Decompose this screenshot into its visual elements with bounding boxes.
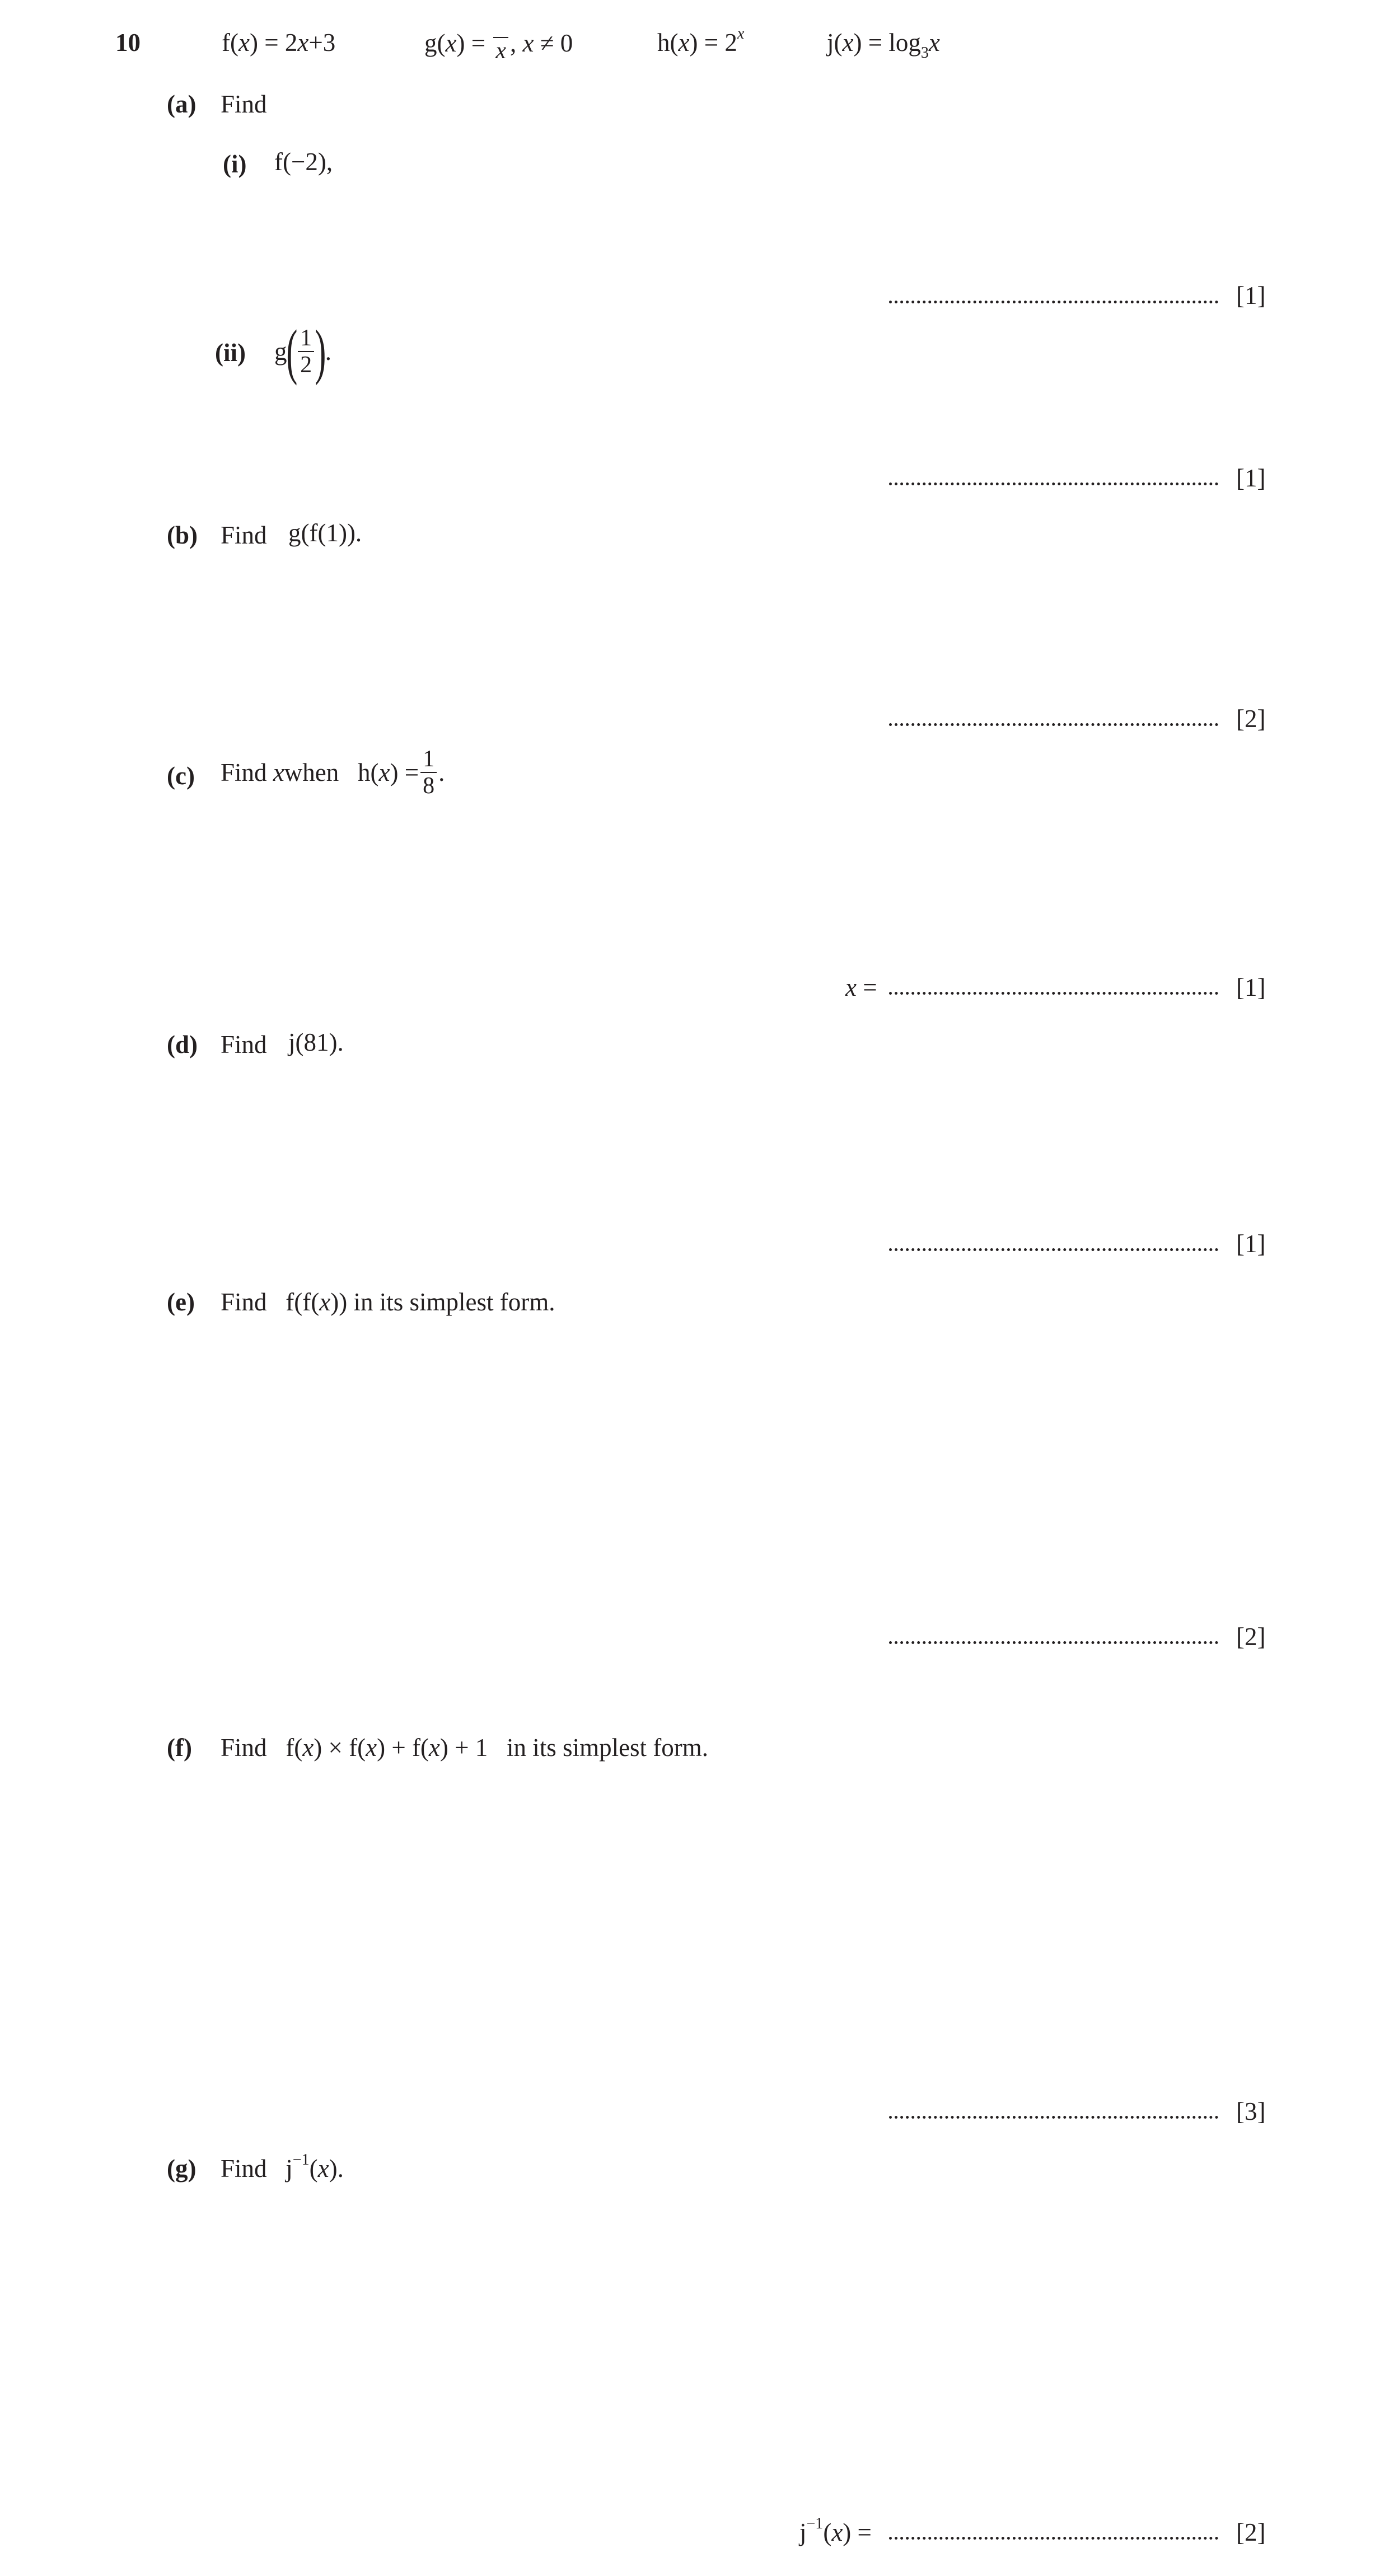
answer-line-e[interactable] bbox=[889, 1641, 1218, 1644]
part-a-ii-open-paren: ( bbox=[286, 317, 297, 386]
part-g-label: (g) bbox=[167, 2155, 197, 2182]
part-c-expr-post: ) = bbox=[390, 758, 419, 786]
marks-a-ii: [1] bbox=[1236, 464, 1266, 492]
part-a-ii-den: 2 bbox=[300, 352, 312, 378]
part-c-line bbox=[221, 739, 445, 806]
answer-line-d[interactable] bbox=[889, 1248, 1218, 1251]
part-f-e2: ) × f( bbox=[314, 1734, 366, 1762]
part-c-answer-prefix bbox=[845, 973, 877, 1002]
part-a-text: Find bbox=[221, 90, 267, 118]
def-j-mid: ) = log bbox=[853, 29, 921, 57]
answer-line-c[interactable] bbox=[889, 992, 1218, 995]
marks-c: [1] bbox=[1236, 973, 1266, 1001]
def-g-frac-den: x bbox=[495, 38, 507, 64]
part-c-label: (c) bbox=[167, 762, 195, 790]
answer-line-a-ii[interactable] bbox=[889, 483, 1218, 485]
def-h-var: x bbox=[678, 29, 690, 57]
part-a-ii-close-paren: ) bbox=[315, 317, 326, 386]
def-g-var: x bbox=[445, 29, 457, 57]
marks-a-i: [1] bbox=[1236, 282, 1266, 310]
part-g-fn: j bbox=[286, 2155, 293, 2182]
def-f-var2: x bbox=[297, 29, 309, 57]
part-c-text: Find bbox=[221, 758, 267, 786]
def-g-tail: , bbox=[510, 29, 523, 57]
part-c-answer-var: x bbox=[845, 973, 857, 1001]
definition-g bbox=[424, 28, 573, 63]
part-c-num: 1 bbox=[420, 747, 437, 773]
part-e-rest: in its simplest form. bbox=[347, 1288, 555, 1316]
answer-line-f[interactable] bbox=[889, 2116, 1218, 2119]
part-f-label: (f) bbox=[167, 1734, 192, 1762]
part-f-rest: in its simplest form. bbox=[507, 1734, 709, 1762]
part-d-text: Find bbox=[221, 1031, 267, 1058]
part-f-text: Find bbox=[221, 1734, 267, 1762]
part-g-var: x bbox=[317, 2155, 329, 2182]
part-a-i-label: (i) bbox=[223, 150, 247, 178]
part-d-expr: j(81). bbox=[288, 1028, 344, 1056]
def-g-cond-var: x bbox=[522, 29, 534, 57]
definition-f bbox=[222, 28, 335, 57]
part-e-expr-var: x bbox=[319, 1288, 331, 1316]
part-a-label: (a) bbox=[167, 90, 197, 118]
def-g-frac-num bbox=[493, 28, 508, 38]
def-h-exp: x bbox=[737, 25, 745, 43]
def-j-base: 3 bbox=[920, 44, 929, 62]
part-a-ii-label: (ii) bbox=[215, 339, 246, 367]
part-f-v1: x bbox=[302, 1734, 314, 1762]
part-e-label: (e) bbox=[167, 1288, 195, 1316]
part-g-line bbox=[221, 2151, 344, 2183]
def-h-mid: ) = 2 bbox=[689, 29, 737, 57]
part-c-answer-eq: = bbox=[856, 973, 877, 1001]
part-c-den: 8 bbox=[423, 773, 435, 799]
part-f-line bbox=[221, 1733, 708, 1762]
marks-b: [2] bbox=[1236, 705, 1266, 733]
part-g-answer-prefix bbox=[799, 2515, 872, 2547]
def-g-lhs: g( bbox=[424, 29, 446, 57]
part-e-text: Find bbox=[221, 1288, 267, 1316]
definition-h bbox=[657, 25, 745, 57]
part-e-expr-post: )) bbox=[330, 1288, 348, 1316]
part-c-when: when bbox=[284, 758, 339, 786]
def-g-fraction bbox=[493, 28, 508, 63]
answer-line-a-i[interactable] bbox=[889, 301, 1218, 303]
part-d-label: (d) bbox=[167, 1031, 198, 1058]
marks-g: [2] bbox=[1236, 2518, 1266, 2546]
def-f-lhs: f( bbox=[222, 29, 238, 57]
answer-line-b[interactable] bbox=[889, 723, 1218, 726]
part-a-ii-end: . bbox=[325, 337, 332, 366]
definition-j bbox=[827, 28, 940, 62]
def-h-lhs: h( bbox=[657, 29, 679, 57]
marks-d: [1] bbox=[1236, 1230, 1266, 1258]
part-g-answer-var: x bbox=[831, 2518, 843, 2546]
part-b-text: Find bbox=[221, 521, 267, 549]
question-number: 10 bbox=[115, 29, 141, 57]
part-c-expr-var: x bbox=[378, 758, 390, 786]
part-g-answer-open: ( bbox=[823, 2518, 832, 2546]
def-g-mid: ) = bbox=[456, 29, 492, 57]
part-a-ii-fn: g bbox=[274, 337, 287, 366]
part-a-ii-num: 1 bbox=[298, 326, 314, 352]
part-g-sup: −1 bbox=[292, 2151, 310, 2168]
answer-line-g[interactable] bbox=[889, 2537, 1218, 2540]
def-j-var: x bbox=[842, 29, 854, 57]
part-g-close: ). bbox=[329, 2155, 344, 2182]
part-b-label: (b) bbox=[167, 521, 198, 549]
part-c-fraction bbox=[420, 747, 437, 798]
part-g-answer-sup: −1 bbox=[806, 2515, 824, 2532]
part-a-ii-fraction bbox=[298, 326, 314, 377]
part-f-e1: f( bbox=[286, 1734, 303, 1762]
part-c-expr-pre: h( bbox=[358, 758, 379, 786]
part-g-text: Find bbox=[221, 2155, 267, 2182]
marks-e: [2] bbox=[1236, 1623, 1266, 1651]
part-g-open: ( bbox=[309, 2155, 318, 2182]
def-f-tail: +3 bbox=[308, 29, 336, 57]
part-e-line bbox=[221, 1287, 555, 1317]
marks-f: [3] bbox=[1236, 2097, 1266, 2125]
part-g-answer-fn: j bbox=[799, 2518, 807, 2546]
part-a-ii-expr bbox=[274, 318, 331, 385]
part-f-e3: ) + f( bbox=[377, 1734, 429, 1762]
part-c-end: . bbox=[438, 758, 445, 786]
part-c-var: x bbox=[273, 758, 284, 786]
part-f-e4: ) + 1 bbox=[439, 1734, 488, 1762]
def-g-cond: ≠ 0 bbox=[534, 29, 573, 57]
def-j-arg: x bbox=[928, 29, 940, 57]
part-a-i-expr: f(−2), bbox=[274, 148, 333, 176]
part-f-v2: x bbox=[366, 1734, 377, 1762]
part-b-expr: g(f(1)). bbox=[288, 519, 362, 547]
def-f-var: x bbox=[238, 29, 250, 57]
part-e-expr-pre: f(f( bbox=[286, 1288, 320, 1316]
part-f-v3: x bbox=[428, 1734, 440, 1762]
def-j-lhs: j( bbox=[827, 29, 843, 57]
part-g-answer-close: ) = bbox=[843, 2518, 872, 2546]
def-f-rhs: ) = 2 bbox=[249, 29, 298, 57]
